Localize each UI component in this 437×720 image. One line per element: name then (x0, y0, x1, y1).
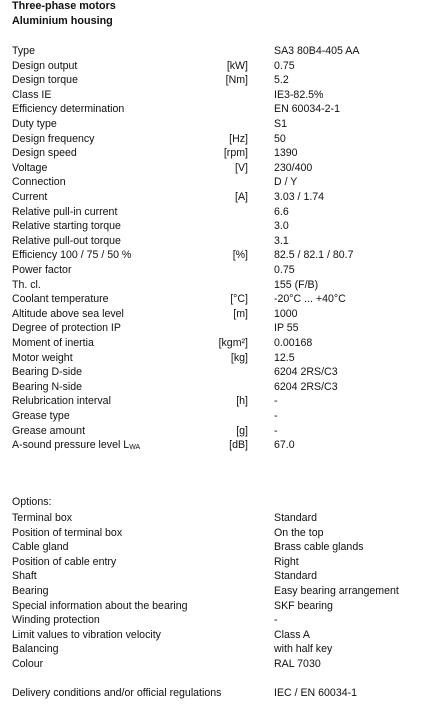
spec-value: 0.75 (274, 59, 295, 72)
spec-unit: [rpm] (223, 147, 248, 160)
spec-unit: [Hz] (229, 132, 248, 145)
spec-value: EN 60034-2-1 (274, 103, 340, 116)
spec-label: Connection (12, 176, 66, 189)
option-label: Terminal box (12, 512, 73, 524)
spec-value: D / Y (274, 176, 298, 189)
spec-unit: [m] (233, 307, 248, 320)
spec-label: Current (12, 191, 48, 203)
spec-value: 5.2 (274, 74, 289, 87)
option-value: On the top (274, 526, 324, 539)
spec-label: Efficiency determination (12, 103, 125, 116)
spec-label: Grease amount (12, 424, 86, 437)
header-line-1: Three-phase motors (12, 0, 116, 12)
spec-value: IP 55 (274, 322, 299, 335)
options-heading: Options: (12, 496, 52, 508)
spec-label: Bearing N-side (12, 380, 83, 393)
spec-row (0, 292, 437, 306)
delivery-label: Delivery conditions and/or official regulations (12, 687, 222, 699)
spec-value: - (274, 410, 278, 422)
spec-row (0, 146, 437, 160)
spec-value: 6204 2RS/C3 (274, 366, 338, 379)
spec-value: 3.0 (274, 220, 289, 233)
option-row (0, 511, 437, 525)
spec-label: Relative starting torque (12, 220, 121, 233)
spec-value: -20°C ... +40°C (274, 293, 346, 306)
option-label: Limit values to vibration velocity (12, 628, 161, 641)
spec-value: SA3 80B4-405 AA (274, 45, 360, 57)
option-label: Cable gland (12, 541, 69, 554)
spec-value: - (274, 424, 278, 437)
option-value: Class A (274, 628, 310, 641)
spec-label: Type (12, 45, 35, 57)
spec-value: 1390 (274, 147, 298, 160)
spec-value: 50 (274, 132, 286, 145)
spec-label: A-sound pressure level $L_{WA}$ (12, 439, 141, 452)
option-value: SKF bearing (274, 599, 333, 612)
spec-value: 6204 2RS/C3 (274, 380, 338, 393)
spec-label-subscript: WA (129, 444, 141, 452)
spec-row (0, 205, 437, 219)
spec-row (0, 44, 437, 58)
spec-label: Relubrication interval (12, 395, 111, 408)
spec-row (0, 219, 437, 233)
spec-row (0, 234, 437, 248)
spec-row (0, 278, 437, 292)
spec-unit: [Nm] (225, 74, 248, 87)
spec-row (0, 424, 437, 438)
option-label: Special information about the bearing (12, 599, 188, 612)
spec-unit: [kgm²] (218, 337, 248, 349)
option-value: Brass cable glands (274, 541, 364, 554)
option-row (0, 613, 437, 627)
spec-row (0, 102, 437, 116)
option-row (0, 599, 437, 613)
spec-label: Coolant temperature (12, 293, 109, 306)
spec-row (0, 321, 437, 335)
option-label: Colour (12, 658, 44, 670)
spec-unit: [g] (236, 424, 248, 437)
spec-label: Power factor (12, 264, 72, 276)
spec-row (0, 132, 437, 146)
option-value: Standard (274, 570, 317, 583)
spec-row (0, 307, 437, 321)
option-row (0, 526, 437, 540)
option-row (0, 628, 437, 642)
option-value: Right (274, 555, 299, 568)
spec-label: Design frequency (12, 132, 95, 145)
spec-row (0, 190, 437, 204)
spec-value: 0.75 (274, 264, 295, 276)
spec-row (0, 380, 437, 394)
spec-label: Moment of inertia (12, 337, 94, 349)
spec-label: Design torque (12, 74, 78, 87)
spec-label: Motor weight (12, 351, 73, 364)
option-label: Bearing (12, 585, 49, 597)
spec-value: S1 (274, 118, 287, 130)
spec-unit: [dB] (229, 439, 248, 452)
spec-value: 12.5 (274, 351, 295, 364)
spec-value: 6.6 (274, 205, 289, 218)
spec-row (0, 351, 437, 365)
spec-value: 0.00168 (274, 337, 313, 349)
spec-row (0, 263, 437, 277)
spec-label: Relative pull-in current (12, 205, 118, 218)
spec-value: IE3-82.5% (274, 88, 324, 101)
spec-row (0, 336, 437, 350)
spec-label: Altitude above sea level (12, 307, 124, 320)
spec-unit: [h] (236, 395, 248, 408)
spec-label: Relative pull-out torque (12, 234, 121, 247)
spec-row (0, 59, 437, 73)
spec-value: 3.03 / 1.74 (274, 191, 325, 203)
spec-label: Duty type (12, 118, 57, 130)
option-value: RAL 7030 (274, 658, 321, 670)
option-value: with half key (274, 643, 333, 656)
spec-label: Voltage (12, 161, 48, 174)
option-value: - (274, 614, 278, 627)
spec-label: Design output (12, 59, 78, 72)
spec-label: Grease type (12, 410, 70, 422)
spec-value: 82.5 / 82.1 / 80.7 (274, 249, 354, 262)
spec-row (0, 117, 437, 131)
option-row (0, 540, 437, 554)
spec-row (0, 394, 437, 408)
option-row (0, 555, 437, 569)
option-label: Winding protection (12, 614, 100, 627)
header-line-2: Aluminium housing (12, 15, 113, 27)
option-label: Balancing (12, 643, 59, 656)
spec-row (0, 161, 437, 175)
option-value: Standard (274, 512, 317, 524)
option-row (0, 584, 437, 598)
spec-unit: [kW] (226, 59, 248, 72)
spec-label: Bearing D-side (12, 366, 83, 379)
spec-value: - (274, 395, 278, 408)
spec-value: 3.1 (274, 234, 289, 247)
spec-label: Design speed (12, 147, 77, 160)
spec-row (0, 248, 437, 262)
spec-value: 230/400 (274, 161, 313, 174)
spec-row (0, 88, 437, 102)
spec-value: 1000 (274, 307, 298, 320)
option-row (0, 642, 437, 656)
option-value: Easy bearing arrangement (274, 585, 399, 597)
spec-unit: [V] (235, 161, 248, 174)
spec-row (0, 73, 437, 87)
delivery-value: IEC / EN 60034-1 (274, 687, 358, 699)
option-row (0, 569, 437, 583)
option-row (0, 657, 437, 671)
spec-row (0, 409, 437, 423)
spec-unit: [°C] (230, 293, 248, 306)
spec-unit: [A] (235, 191, 248, 203)
spec-label: Th. cl. (12, 278, 41, 291)
spec-row (0, 438, 437, 452)
spec-row (0, 365, 437, 379)
spec-value: 67.0 (274, 439, 295, 452)
option-label: Position of cable entry (12, 555, 117, 568)
option-label: Position of terminal box (12, 526, 123, 539)
spec-unit: [%] (232, 249, 248, 262)
spec-label: Degree of protection IP (12, 322, 121, 335)
spec-label: Class IE (12, 88, 52, 101)
spec-unit: [kg] (230, 351, 248, 364)
spec-row (0, 175, 437, 189)
spec-label: Efficiency 100 / 75 / 50 % (12, 249, 132, 262)
option-label: Shaft (12, 570, 37, 583)
spec-value: 155 (F/B) (274, 278, 319, 291)
